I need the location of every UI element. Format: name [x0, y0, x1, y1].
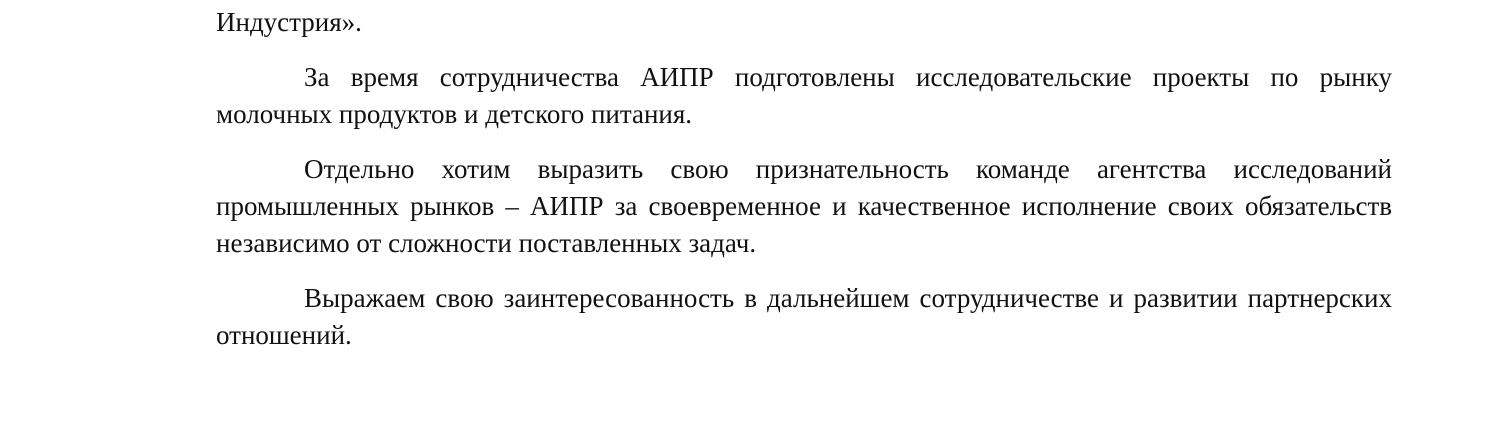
- letter-body: [216, 4, 1392, 372]
- paragraph-cooperation-projects: За время сотрудничества АИПР подготовлены исследовательские проекты по рынку молочных продуктов и детского питания.: [216, 62, 1392, 129]
- paragraph-gratitude: Отдельно хотим выразить свою признательность команде агентства исследований промышленных рынков – АИПР за своевременное и качественное исполнение своих обязательств независимо от сложности поставленных задач.: [216, 154, 1392, 258]
- continuation-line: Индустрия».: [216, 7, 362, 37]
- paragraph-further-cooperation: Выражаем свою заинтересованность в дальнейшем сотрудничестве и развитии партнерских отношений.: [216, 283, 1392, 350]
